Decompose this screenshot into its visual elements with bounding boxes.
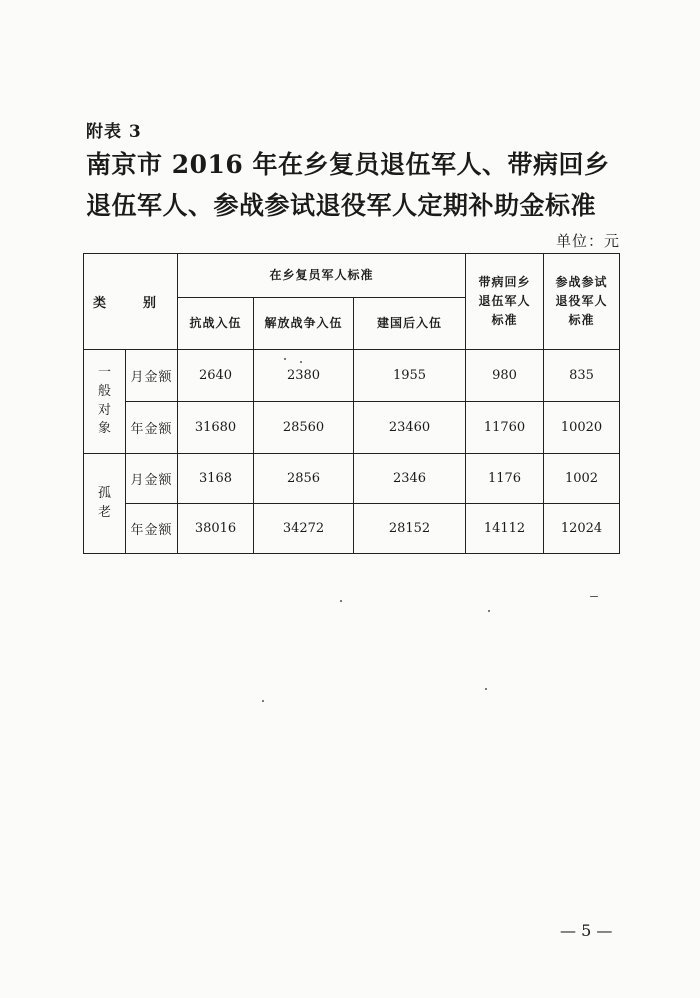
table-cell: 1002 [544,454,620,504]
table-row [84,402,620,454]
table-cell: 31680 [178,402,254,454]
sub-header-anti-japanese-war: 抗战入伍 [178,298,254,350]
unit-label: 单位：元 [555,232,620,250]
table-cell: 3168 [178,454,254,504]
table-cell: 1176 [466,454,544,504]
group-label-text: 一般对象 [97,364,111,437]
table-row [84,504,620,554]
row-label: 年金额 [126,504,178,554]
document-title-line-2: 退伍军人、参战参试退役军人定期补助金标准 [86,191,597,220]
table-cell: 1955 [354,350,466,402]
combat-veteran-header: 参战参试退役军人标准 [544,254,620,350]
table-cell: 835 [544,350,620,402]
table-cell: 12024 [544,504,620,554]
table-row [84,454,620,504]
scan-speck [485,688,487,690]
document-title-line-1: 南京市 2016 年在乡复员退伍军人、带病回乡 [86,150,610,179]
scan-speck [262,700,264,702]
scan-speck [590,596,598,597]
header-row-1 [84,254,620,298]
group-label-general [84,350,126,454]
group-label-text: 孤老 [97,485,111,520]
sub-header-liberation-war: 解放战争入伍 [254,298,354,350]
table-cell: 34272 [254,504,354,554]
group-label-elderly-alone [84,454,126,554]
table-cell: 14112 [466,504,544,554]
category-header: 类 别 [84,254,178,350]
table-cell: 11760 [466,402,544,454]
table-cell: 28152 [354,504,466,554]
table-cell: 2640 [178,350,254,402]
scan-speck [300,361,302,363]
page-number: — 5 — [560,921,613,940]
row-label: 月金额 [126,350,178,402]
table-cell: 980 [466,350,544,402]
table-cell: 2380 [254,350,354,402]
appendix-label: 附表 3 [86,122,142,142]
table-cell: 2346 [354,454,466,504]
sub-header-post-founding: 建国后入伍 [354,298,466,350]
row-label: 年金额 [126,402,178,454]
table-cell: 38016 [178,504,254,554]
group-header: 在乡复员军人标准 [178,254,466,298]
table-cell: 10020 [544,402,620,454]
row-label: 月金额 [126,454,178,504]
sick-veteran-header: 带病回乡退伍军人标准 [466,254,544,350]
scan-speck [284,358,286,360]
table-cell: 2856 [254,454,354,504]
table-cell: 23460 [354,402,466,454]
table-row [84,350,620,402]
subsidy-standards-table [83,253,620,554]
scan-speck [488,610,490,612]
scan-speck [340,600,342,602]
table-cell: 28560 [254,402,354,454]
